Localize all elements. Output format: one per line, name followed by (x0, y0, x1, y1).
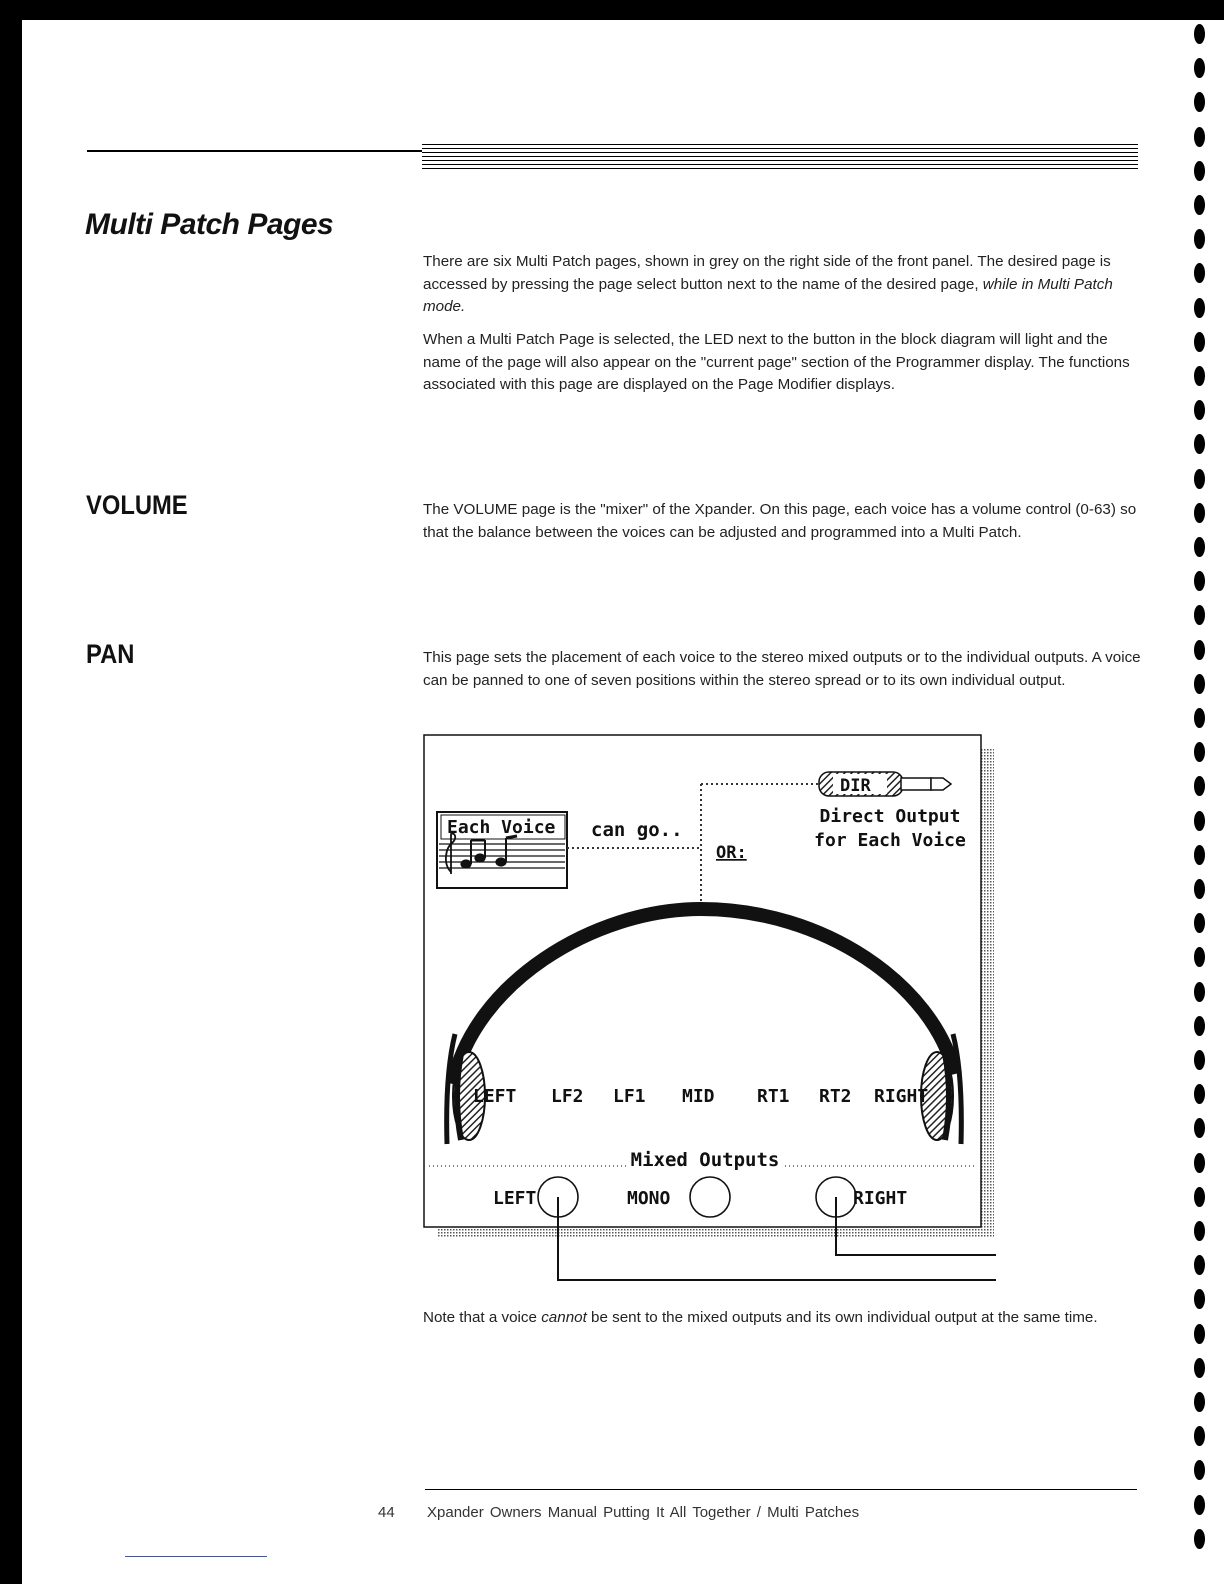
binding-hole (1194, 1289, 1205, 1309)
binding-hole (1194, 879, 1205, 899)
intro-p1-text: There are six Multi Patch pages, shown in grey on the right side of the front panel. The desired page is accessed by pressing the page select button next to the name of the desired page, (423, 253, 1111, 293)
binding-hole (1194, 1153, 1205, 1173)
binding-hole (1194, 605, 1205, 625)
pan-diagram-svg (423, 734, 998, 1286)
binding-hole (1194, 913, 1205, 933)
scan-border-left (0, 0, 22, 1584)
binding-hole (1194, 1187, 1205, 1207)
pan-position-lf2: LF2 (551, 1086, 584, 1107)
note-text-after: be sent to the mixed outputs and its own individual output at the same time. (586, 1309, 1098, 1326)
binding-hole (1194, 1529, 1205, 1549)
jack-right-label: RIGHT (853, 1188, 908, 1209)
pan-position-rt2: RT2 (819, 1086, 852, 1107)
intro-p1-italic: while in Multi Patch mode. (423, 275, 1113, 315)
binding-hole (1194, 845, 1205, 865)
binding-hole (1194, 127, 1205, 147)
binding-hole (1194, 708, 1205, 728)
footer-rule (425, 1489, 1137, 1490)
binding-hole (1194, 571, 1205, 591)
can-go-label: can go.. (591, 819, 683, 841)
binding-hole (1194, 1358, 1205, 1378)
jack-mono-label: MONO (627, 1188, 671, 1209)
header-rule-left (87, 150, 422, 152)
binding-holes (1186, 22, 1216, 1582)
binding-hole (1194, 92, 1205, 112)
volume-heading: VOLUME (86, 490, 188, 520)
binding-hole (1194, 503, 1205, 523)
pan-position-left: LEFT (473, 1086, 517, 1107)
jack-left-label: LEFT (493, 1188, 537, 1209)
pan-heading: PAN (86, 639, 135, 669)
binding-hole (1194, 366, 1205, 386)
binding-hole (1194, 161, 1205, 181)
pan-position-mid: MID (682, 1086, 715, 1107)
note-italic: cannot (541, 1309, 587, 1326)
bottom-scan-line (125, 1556, 267, 1557)
binding-hole (1194, 640, 1205, 660)
binding-hole (1194, 1084, 1205, 1104)
binding-hole (1194, 776, 1205, 796)
binding-hole (1194, 811, 1205, 831)
dir-label: DIR (840, 776, 871, 796)
pan-position-rt1: RT1 (757, 1086, 790, 1107)
pan-position-lf1: LF1 (613, 1086, 646, 1107)
or-label: OR: (716, 843, 747, 863)
binding-hole (1194, 1255, 1205, 1275)
binding-hole (1194, 1221, 1205, 1241)
binding-hole (1194, 537, 1205, 557)
binding-hole (1194, 1495, 1205, 1515)
footer-text: Xpander Owners Manual Putting It All Together / Multi Patches (427, 1504, 860, 1521)
binding-hole (1194, 332, 1205, 352)
binding-hole (1194, 1426, 1205, 1446)
binding-hole (1194, 400, 1205, 420)
scan-border-top (0, 0, 1224, 20)
header-rule-striped (422, 144, 1138, 172)
binding-hole (1194, 1460, 1205, 1480)
each-voice-label: Each Voice (447, 817, 556, 838)
binding-hole (1194, 263, 1205, 283)
binding-hole (1194, 24, 1205, 44)
note-paragraph (423, 1307, 1143, 1330)
binding-hole (1194, 982, 1205, 1002)
binding-hole (1194, 742, 1205, 762)
binding-hole (1194, 674, 1205, 694)
intro-paragraph-2: When a Multi Patch Page is selected, the LED next to the button in the block diagram will light and the name of the page will also appear on the "current page" section of the Programmer display. The functions associated with this page are displayed on the Page Modifier displays. (423, 331, 1130, 393)
pan-paragraph: This page sets the placement of each voice to the stereo mixed outputs or to the individual outputs. A voice can be panned to one of seven positions within the stereo spread or to its own individual output. (423, 649, 1141, 689)
jack-mono-icon (690, 1177, 730, 1217)
direct-output-label-1: Direct Output (819, 806, 961, 827)
pan-diagram (423, 734, 998, 1286)
binding-hole (1194, 1118, 1205, 1138)
binding-hole (1194, 947, 1205, 967)
volume-paragraph: The VOLUME page is the "mixer" of the Xpander. On this page, each voice has a volume control (0-63) so that the balance between the voices can be adjusted and programmed into a Multi Patch. (423, 501, 1137, 541)
binding-hole (1194, 434, 1205, 454)
binding-hole (1194, 1050, 1205, 1070)
binding-hole (1194, 58, 1205, 78)
binding-hole (1194, 1016, 1205, 1036)
intro-paragraph-1 (423, 251, 1143, 319)
binding-hole (1194, 298, 1205, 318)
note-text-before: Note that a voice (423, 1309, 542, 1326)
binding-hole (1194, 469, 1205, 489)
page-number: 44 (378, 1504, 395, 1521)
section-title: Multi Patch Pages (85, 208, 334, 241)
binding-hole (1194, 195, 1205, 215)
direct-output-label-2: for Each Voice (814, 830, 966, 851)
binding-hole (1194, 1324, 1205, 1344)
pan-position-right: RIGHT (874, 1086, 929, 1107)
binding-hole (1194, 229, 1205, 249)
mixed-outputs-label: Mixed Outputs (630, 1149, 780, 1171)
binding-hole (1194, 1392, 1205, 1412)
